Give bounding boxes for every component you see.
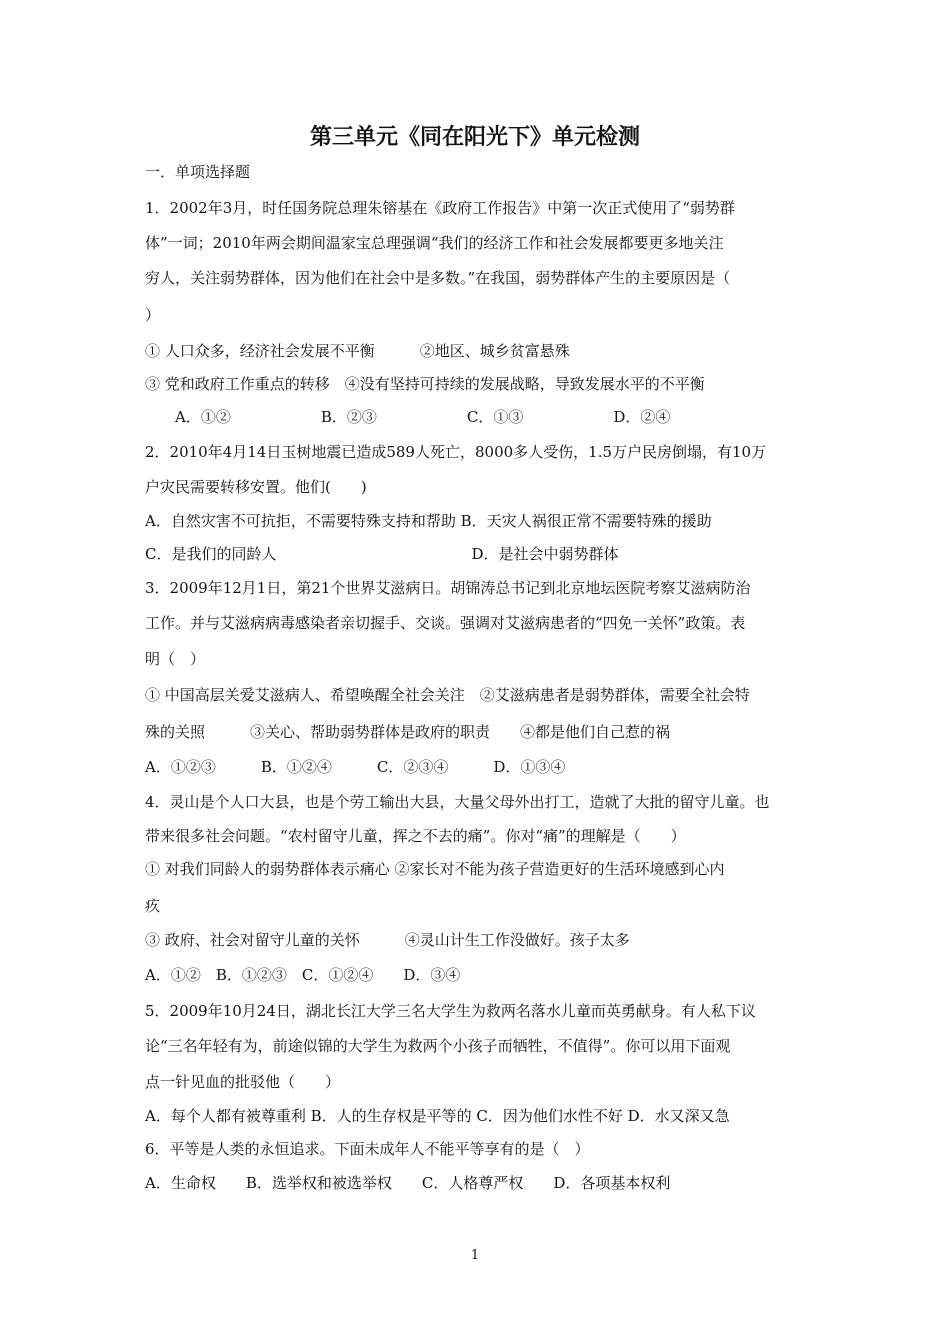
page-number: 1 xyxy=(470,1248,480,1263)
text-line: ） xyxy=(145,306,161,324)
text-line: ① 中国高层关爱艾滋病人、希望唤醒全社会关注 ②艾滋病患者是弱势群体，需要全社会特 xyxy=(145,686,750,704)
section-heading: 一．单项选择题 xyxy=(145,163,251,181)
text-line: 体”一词；2010年两会期间温家宝总理强调“我们的经济工作和社会发展都要更多地关注 xyxy=(145,234,724,252)
answer-options: A．①② B．①②③ C．①②④ D．③④ xyxy=(145,966,461,984)
text-line: 穷人，关注弱势群体，因为他们在社会中是多数。”在我国，弱势群体产生的主要原因是（ xyxy=(145,269,731,287)
text-line: 疚 xyxy=(145,897,161,915)
text-line: 点一针见血的批驳他（ ） xyxy=(145,1073,341,1091)
text-line: ① 人口众多，经济社会发展不平衡 ②地区、城乡贫富悬殊 xyxy=(145,342,570,360)
answer-options: A．自然灾害不可抗拒，不需要特殊支持和帮助 B．天灾人祸很正常不需要特殊的援助 xyxy=(145,512,712,530)
page-title: 第三单元《同在阳光下》单元检测 xyxy=(309,125,640,150)
text-line: ① 对我们同龄人的弱势群体表示痛心 ②家长对不能为孩子营造更好的生活环境感到心内 xyxy=(145,860,725,878)
text-line: ③ 政府、社会对留守儿童的关怀 ④灵山计生工作没做好。孩子太多 xyxy=(145,931,630,949)
text-line: 6．平等是人类的永恒追求。下面未成年人不能平等享有的是（ ） xyxy=(145,1140,590,1158)
answer-options: A．每个人都有被尊重利 B．人的生存权是平等的 C．因为他们水性不好 D．水又深又急 xyxy=(145,1107,730,1125)
answer-options: A．①②③ B．①②④ C．②③④ D．①③④ xyxy=(145,758,566,776)
text-line: 1．2002年3月，时任国务院总理朱镕基在《政府工作报告》中第一次正式使用了“弱势群 xyxy=(145,199,735,217)
answer-options: C．是我们的同龄人 D．是社会中弱势群体 xyxy=(145,545,619,563)
answer-options: A．生命权 B．选举权和被选举权 C．人格尊严权 D．各项基本权利 xyxy=(145,1174,671,1192)
text-line: 明（ ） xyxy=(145,650,206,668)
text-line: 4．灵山是个人口大县，也是个劳工输出大县，大量父母外出打工，造就了大批的留守儿童。也 xyxy=(145,793,770,811)
text-line: 户灾民需要转移安置。他们( ) xyxy=(145,478,367,496)
text-line: 5．2009年10月24日，湖北长江大学三名大学生为救两名落水儿童而英勇献身。有人私下议 xyxy=(145,1002,756,1020)
text-line: 3．2009年12月1日，第21个世界艾滋病日。胡锦涛总书记到北京地坛医院考察艾滋病防治 xyxy=(145,579,751,597)
text-line: 殊的关照 ③关心、帮助弱势群体是政府的职责 ④都是他们自己惹的祸 xyxy=(145,723,671,741)
answer-options: A．①② B．②③ C．①③ D．②④ xyxy=(145,408,671,426)
text-line: 工作。并与艾滋病病毒感染者亲切握手、交谈。强调对艾滋病患者的“四免一关怀”政策。表 xyxy=(145,614,746,632)
text-line: 2．2010年4月14日玉树地震已造成589人死亡，8000多人受伤，1.5万户民房倒塌，有10万 xyxy=(145,443,767,461)
text-line: 带来很多社会问题。“农村留守儿童，挥之不去的痛”。你对“痛”的理解是（ ） xyxy=(145,827,686,845)
text-line: 论“三名年轻有为，前途似锦的大学生为救两个小孩子而牺牲，不值得”。你可以用下面观 xyxy=(145,1037,731,1055)
text-line: ③ 党和政府工作重点的转移 ④没有坚持可持续的发展战略，导致发展水平的不平衡 xyxy=(145,375,705,393)
